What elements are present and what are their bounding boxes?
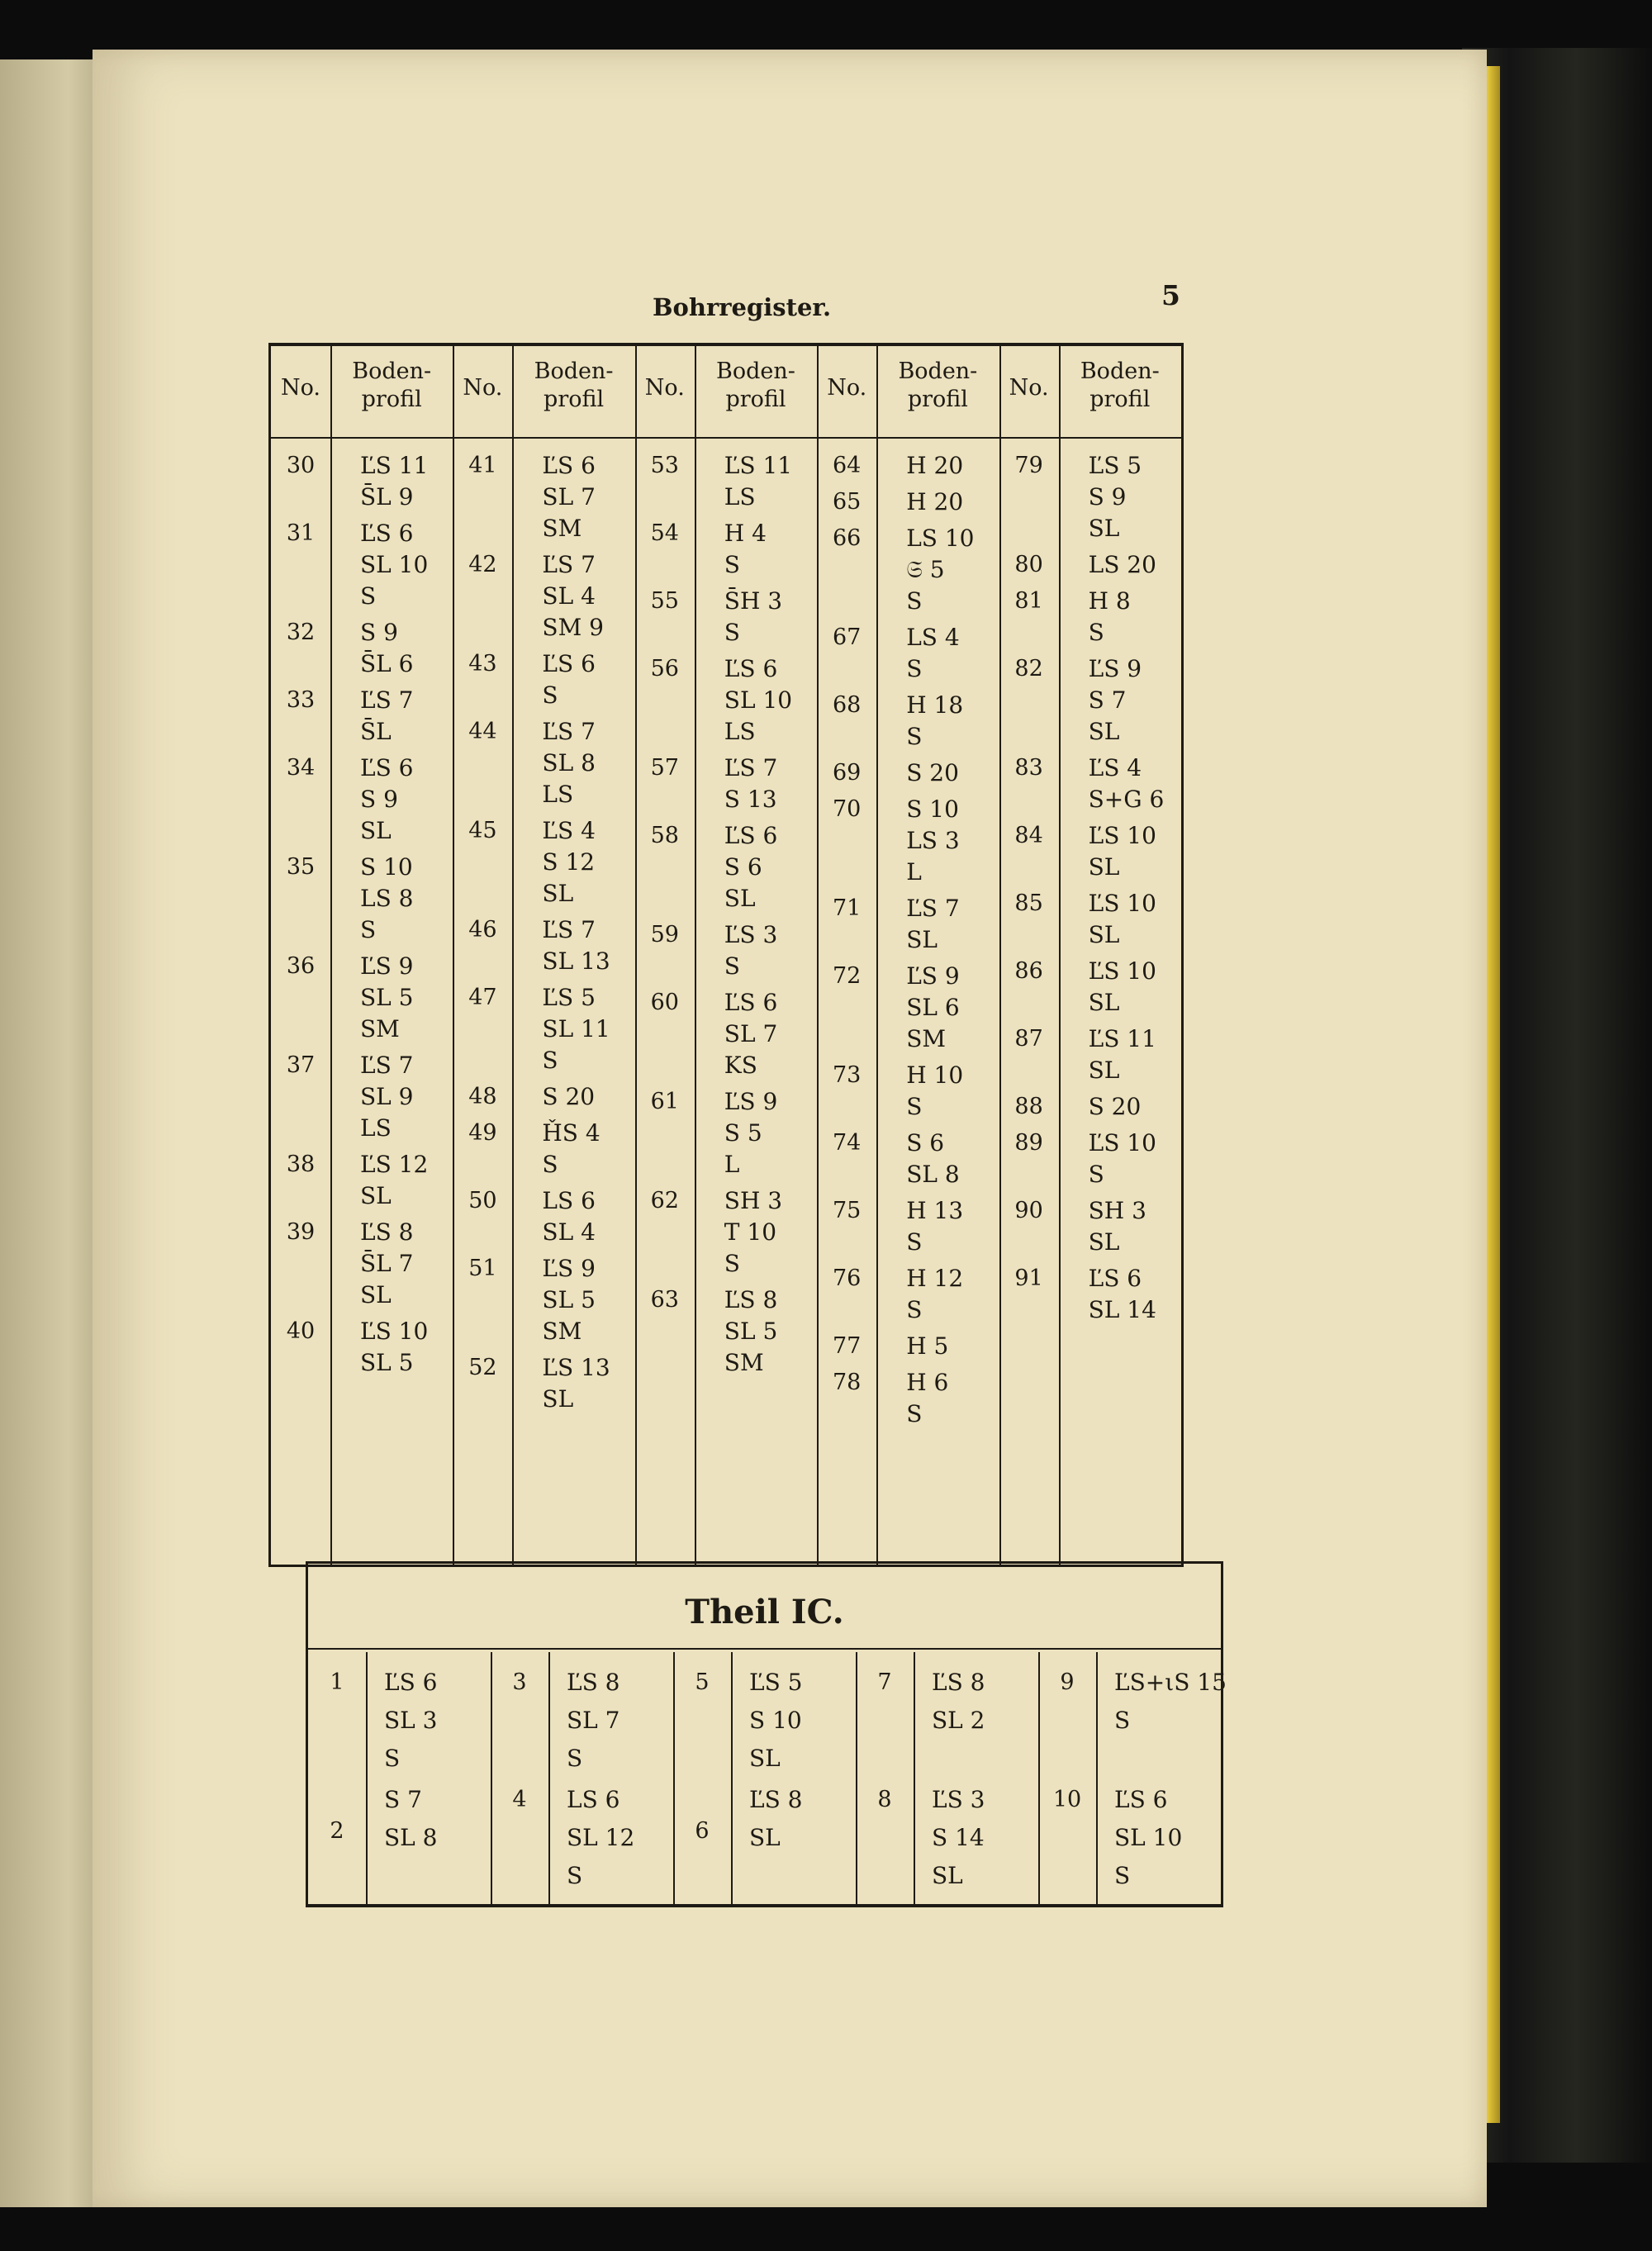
profile-line: SL xyxy=(749,1745,781,1772)
profile-line: S xyxy=(724,1250,740,1277)
row-number: 74 xyxy=(833,1130,862,1156)
profile-line: S xyxy=(567,1862,583,1889)
profile-line: ĽS 10 xyxy=(1088,1129,1156,1156)
profile-line: ĽS 9 xyxy=(360,952,414,980)
profile-line: ĽS 3 xyxy=(724,921,778,948)
profile-line: LS 4 xyxy=(906,624,960,651)
profile-line: LS 20 xyxy=(1088,551,1156,578)
profile-line: ĽS 7 xyxy=(724,754,778,781)
row-number: 86 xyxy=(1014,958,1043,984)
row-number: 80 xyxy=(1014,552,1043,577)
row-number: 53 xyxy=(650,453,679,478)
profile-line: SL 7 xyxy=(542,483,596,511)
profile-line: ĽS 10 xyxy=(1088,822,1156,849)
profile-line: SL xyxy=(906,926,938,953)
header-line: Boden- xyxy=(1080,359,1160,384)
profile-line: LS xyxy=(724,483,756,511)
profile-line: SL xyxy=(749,1824,781,1851)
row-number: 81 xyxy=(1014,588,1043,614)
profile-line: S xyxy=(724,619,740,646)
column-divider xyxy=(1096,1652,1098,1904)
profile-line: S 20 xyxy=(906,759,959,786)
header-no: No. xyxy=(281,375,320,401)
profile-line: H 20 xyxy=(906,488,964,515)
profile-line: SM xyxy=(724,1349,764,1376)
column-divider xyxy=(695,346,696,1565)
row-number: 91 xyxy=(1014,1266,1043,1291)
column-divider xyxy=(512,346,514,1565)
profile-line: ĽS 6 xyxy=(542,650,596,677)
header-no: No. xyxy=(827,375,867,401)
profile-line: SL 14 xyxy=(1088,1296,1156,1323)
profile-line: SL xyxy=(724,885,756,912)
profile-line: SL xyxy=(1088,718,1120,745)
profile-line: H 20 xyxy=(906,452,964,479)
profile-line: ĽS 8 xyxy=(567,1669,620,1696)
row-number: 41 xyxy=(468,453,497,478)
theil-ic-section xyxy=(306,1561,1227,1907)
profile-line: ĽS 6 xyxy=(724,989,778,1016)
row-number: 62 xyxy=(650,1188,679,1213)
profile-line: SL xyxy=(1088,1057,1120,1084)
profile-line: S xyxy=(542,1151,558,1178)
profile-line: S 7 xyxy=(384,1786,422,1813)
row-number: 79 xyxy=(1014,453,1043,478)
profile-line: SL 4 xyxy=(542,582,596,610)
profile-line: S 10 xyxy=(906,795,959,823)
row-number: 36 xyxy=(286,953,316,979)
row-number: 83 xyxy=(1014,755,1043,781)
header-line: profil xyxy=(544,387,605,412)
profile-line: H 8 xyxy=(1088,587,1131,615)
profile-line: SL 8 xyxy=(384,1824,438,1851)
row-number: 70 xyxy=(833,796,862,822)
row-number: 64 xyxy=(833,453,862,478)
profile-line: ĽS 5 xyxy=(542,984,596,1011)
profile-line: ĽS 9 xyxy=(1088,655,1142,682)
column-divider xyxy=(1059,346,1061,1565)
profile-line: S xyxy=(1088,1161,1104,1188)
profile-line: SL xyxy=(1088,853,1120,881)
running-head: Bohrregister. xyxy=(653,293,832,321)
profile-line: SM 9 xyxy=(542,614,604,641)
row-number: 40 xyxy=(286,1318,316,1344)
row-number: 45 xyxy=(468,818,497,843)
row-number: 82 xyxy=(1014,656,1043,681)
profile-line: ĽS 6 xyxy=(1088,1265,1142,1292)
header-bodenprofil xyxy=(330,358,453,414)
row-number: 10 xyxy=(1052,1787,1082,1812)
profile-line: H 18 xyxy=(906,691,964,719)
profile-line: S xyxy=(360,582,377,610)
profile-line: ĽS 6 xyxy=(360,520,414,547)
row-number: 87 xyxy=(1014,1026,1043,1052)
profile-line: S xyxy=(906,655,923,682)
row-number: 8 xyxy=(877,1787,892,1812)
profile-line: SL xyxy=(1088,921,1120,948)
row-number: 88 xyxy=(1014,1094,1043,1119)
profile-line: S 20 xyxy=(542,1083,596,1110)
profile-line: S 5 xyxy=(724,1119,762,1147)
profile-line: ĽS 7 xyxy=(906,895,960,922)
header-line: Boden- xyxy=(352,359,432,384)
profile-line: S xyxy=(542,681,558,709)
profile-line: H 6 xyxy=(906,1369,949,1396)
profile-line: SL xyxy=(542,880,574,907)
row-number: 60 xyxy=(650,990,679,1015)
profile-line: SM xyxy=(542,1318,582,1345)
profile-line: SM xyxy=(542,515,582,542)
profile-line: S xyxy=(906,1296,923,1323)
row-number: 46 xyxy=(468,917,497,943)
header-line: profil xyxy=(361,387,422,412)
profile-line: ĽS 8 xyxy=(724,1286,778,1313)
profile-line: ĽS 8 xyxy=(932,1669,985,1696)
profile-line: SM xyxy=(906,1025,947,1052)
profile-line: 𝔖 5 xyxy=(906,556,945,583)
profile-line: S xyxy=(906,587,923,615)
row-number: 58 xyxy=(650,823,679,848)
profile-line: T 10 xyxy=(724,1218,777,1246)
header-bodenprofil xyxy=(512,358,634,414)
row-number: 69 xyxy=(833,760,862,786)
profile-line: LS 3 xyxy=(906,827,960,854)
row-number: 2 xyxy=(330,1818,344,1844)
profile-line: SL 5 xyxy=(360,984,414,1011)
register-table xyxy=(268,343,1184,1567)
row-number: 90 xyxy=(1014,1198,1043,1223)
row-number: 49 xyxy=(468,1120,497,1146)
profile-line: ĽS 10 xyxy=(360,1318,429,1345)
header-rule xyxy=(271,437,1181,439)
row-number: 57 xyxy=(650,755,679,781)
profile-line: S 12 xyxy=(542,848,596,876)
profile-line: ĽS 8 xyxy=(749,1786,803,1813)
profile-line: S xyxy=(724,551,740,578)
row-number: 39 xyxy=(286,1219,316,1245)
profile-line: ĽS 5 xyxy=(749,1669,803,1696)
profile-line: SH 3 xyxy=(724,1187,783,1214)
profile-line: S̄L 9 xyxy=(360,483,414,511)
row-number: 76 xyxy=(833,1266,862,1291)
profile-line: S̄L 6 xyxy=(360,650,414,677)
profile-line: SL 9 xyxy=(360,1083,414,1110)
profile-line: ĽS 7 xyxy=(542,718,596,745)
row-number: 78 xyxy=(833,1370,862,1395)
row-number: 6 xyxy=(695,1818,710,1844)
profile-line: SL 10 xyxy=(360,551,429,578)
profile-line: ȞS 4 xyxy=(542,1119,601,1147)
row-number: 56 xyxy=(650,656,679,681)
row-number: 1 xyxy=(330,1669,344,1695)
row-number: 3 xyxy=(512,1669,527,1695)
row-number: 34 xyxy=(286,755,316,781)
row-number: 5 xyxy=(695,1669,710,1695)
row-number: 32 xyxy=(286,620,316,645)
profile-line: S xyxy=(906,723,923,750)
row-number: 43 xyxy=(468,651,497,677)
profile-line: KS xyxy=(724,1052,757,1079)
row-number: 42 xyxy=(468,552,497,577)
profile-line: SL 3 xyxy=(384,1707,438,1734)
profile-line: S 7 xyxy=(1088,686,1127,714)
profile-line: S 9 xyxy=(360,786,398,813)
profile-line: S 10 xyxy=(749,1707,802,1734)
profile-line: H 4 xyxy=(724,520,767,547)
profile-line: S xyxy=(906,1400,923,1427)
profile-line: ĽS 3 xyxy=(932,1786,985,1813)
profile-line: H 13 xyxy=(906,1197,964,1224)
profile-line: SL xyxy=(360,1281,392,1308)
profile-line: ĽS 10 xyxy=(1088,890,1156,917)
profile-line: ĽS 10 xyxy=(1088,957,1156,985)
profile-line: SL 5 xyxy=(360,1349,414,1376)
profile-line: SL 5 xyxy=(542,1286,596,1313)
row-number: 63 xyxy=(650,1287,679,1313)
row-number: 84 xyxy=(1014,823,1043,848)
profile-line: ĽS 11 xyxy=(724,452,793,479)
profile-line: ĽS 7 xyxy=(542,551,596,578)
profile-line: S xyxy=(567,1745,583,1772)
profile-line: ĽS 7 xyxy=(360,686,414,714)
row-number: 50 xyxy=(468,1188,497,1213)
profile-line: ĽS 8 xyxy=(360,1218,414,1246)
row-number: 52 xyxy=(468,1355,497,1380)
profile-line: LS xyxy=(542,781,574,808)
row-number: 35 xyxy=(286,854,316,880)
profile-line: S 13 xyxy=(724,786,777,813)
profile-line: ĽS 6 xyxy=(1114,1786,1168,1813)
profile-line: S xyxy=(1088,619,1104,646)
row-number: 89 xyxy=(1014,1130,1043,1156)
profile-line: ĽS+ιS 15 xyxy=(1114,1669,1227,1696)
profile-line: S 14 xyxy=(932,1824,985,1851)
profile-line: SL xyxy=(1088,515,1120,542)
profile-line: LS xyxy=(724,718,756,745)
profile-line: S̄H 3 xyxy=(724,587,783,615)
profile-line: ĽS 12 xyxy=(360,1151,429,1178)
header-line: profil xyxy=(725,387,786,412)
row-number: 54 xyxy=(650,520,679,546)
profile-line: ĽS 6 xyxy=(542,452,596,479)
profile-line: S xyxy=(384,1745,401,1772)
column-divider xyxy=(876,346,878,1565)
row-number: 85 xyxy=(1014,890,1043,916)
row-number: 9 xyxy=(1060,1669,1075,1695)
profile-line: LS 6 xyxy=(567,1786,620,1813)
profile-line: S xyxy=(906,1093,923,1120)
column-divider xyxy=(548,1652,550,1904)
row-number: 48 xyxy=(468,1084,497,1109)
header-no: No. xyxy=(1009,375,1049,401)
profile-line: SL 10 xyxy=(1114,1824,1183,1851)
row-number: 68 xyxy=(833,692,862,718)
header-bodenprofil xyxy=(695,358,817,414)
profile-line: ĽS 6 xyxy=(360,754,414,781)
profile-line: ĽS 11 xyxy=(360,452,429,479)
profile-line: S xyxy=(906,1228,923,1256)
row-number: 77 xyxy=(833,1333,862,1359)
profile-line: H 5 xyxy=(906,1332,949,1360)
header-no: No. xyxy=(644,375,685,401)
profile-line: SL 6 xyxy=(906,994,960,1021)
profile-line: SL 7 xyxy=(567,1707,620,1734)
profile-line: SL 11 xyxy=(542,1015,610,1042)
profile-line: ĽS 6 xyxy=(724,655,778,682)
profile-line: ĽS 6 xyxy=(724,822,778,849)
profile-line: ĽS 7 xyxy=(542,916,596,943)
profile-line: S̄L 7 xyxy=(360,1250,414,1277)
profile-line: SM xyxy=(360,1015,400,1042)
profile-line: S xyxy=(542,1047,558,1074)
profile-line: S xyxy=(360,916,377,943)
profile-line: S 6 xyxy=(906,1129,945,1156)
header-bodenprofil xyxy=(876,358,999,414)
profile-line: SL 12 xyxy=(567,1824,635,1851)
row-number: 61 xyxy=(650,1089,679,1114)
row-number: 71 xyxy=(833,895,862,921)
profile-line: ĽS 13 xyxy=(542,1354,610,1381)
profile-line: SL 10 xyxy=(724,686,793,714)
profile-line: S 9 xyxy=(1088,483,1127,511)
row-number: 47 xyxy=(468,985,497,1010)
row-number: 73 xyxy=(833,1062,862,1088)
row-number: 7 xyxy=(877,1669,892,1695)
profile-line: S 6 xyxy=(724,853,762,881)
profile-line: ĽS 9 xyxy=(906,962,960,990)
profile-line: LS 8 xyxy=(360,885,414,912)
profile-line: S̄L xyxy=(360,718,392,745)
profile-line: SL 13 xyxy=(542,947,610,975)
profile-line: ĽS 9 xyxy=(724,1088,778,1115)
profile-line: LS xyxy=(360,1114,392,1142)
row-number: 37 xyxy=(286,1052,316,1078)
profile-line: S xyxy=(1114,1862,1131,1889)
section-rule xyxy=(308,1561,1221,1564)
profile-line: S 10 xyxy=(360,853,413,881)
row-number: 30 xyxy=(286,453,316,478)
profile-line: ĽS 5 xyxy=(1088,452,1142,479)
profile-line: SH 3 xyxy=(1088,1197,1146,1224)
column-divider xyxy=(914,1652,915,1904)
row-number: 65 xyxy=(833,489,862,515)
column-divider xyxy=(330,346,332,1565)
profile-line: ĽS 9 xyxy=(542,1255,596,1282)
profile-line: ĽS 4 xyxy=(1088,754,1142,781)
profile-line: ĽS 11 xyxy=(1088,1025,1156,1052)
profile-line: H 12 xyxy=(906,1265,964,1292)
profile-line: SL 2 xyxy=(932,1707,985,1734)
row-number: 4 xyxy=(512,1787,527,1812)
profile-line: S+G 6 xyxy=(1088,786,1165,813)
row-number: 55 xyxy=(650,588,679,614)
profile-line: S xyxy=(724,952,740,980)
header-line: Boden- xyxy=(898,359,978,384)
profile-line: SL xyxy=(1088,1228,1120,1256)
row-number: 67 xyxy=(833,624,862,650)
header-line: profil xyxy=(1089,387,1151,412)
row-number: 51 xyxy=(468,1256,497,1281)
profile-line: SL 4 xyxy=(542,1218,596,1246)
header-bodenprofil xyxy=(1059,358,1181,414)
profile-line: SL 5 xyxy=(724,1318,778,1345)
profile-line: SL 8 xyxy=(542,749,596,776)
profile-line: S 9 xyxy=(360,619,398,646)
profile-line: LS 6 xyxy=(542,1187,596,1214)
profile-line: LS 10 xyxy=(906,525,975,552)
column-divider xyxy=(731,1652,733,1904)
row-number: 44 xyxy=(468,719,497,744)
profile-line: SL xyxy=(1088,989,1120,1016)
profile-line: S 20 xyxy=(1088,1093,1142,1120)
profile-line: SL 8 xyxy=(906,1161,960,1188)
section-rule xyxy=(308,1648,1221,1650)
page-number: 5 xyxy=(1161,279,1180,311)
profile-line: SL xyxy=(360,817,392,844)
row-number: 59 xyxy=(650,922,679,947)
row-number: 33 xyxy=(286,687,316,713)
profile-line: L xyxy=(906,858,922,886)
column-divider xyxy=(366,1652,368,1904)
profile-line: S xyxy=(1114,1707,1131,1734)
row-number: 38 xyxy=(286,1152,316,1177)
row-number: 66 xyxy=(833,525,862,551)
section-title: Theil IC. xyxy=(685,1593,844,1631)
profile-line: ĽS 4 xyxy=(542,817,596,844)
header-no: No. xyxy=(463,375,503,401)
profile-line: SL xyxy=(932,1862,963,1889)
profile-line: SL xyxy=(542,1385,574,1413)
profile-line: ĽS 6 xyxy=(384,1669,438,1696)
row-number: 31 xyxy=(286,520,316,546)
profile-line: SL xyxy=(360,1182,392,1209)
profile-line: ĽS 7 xyxy=(360,1052,414,1079)
row-number: 75 xyxy=(833,1198,862,1223)
row-number: 72 xyxy=(833,963,862,989)
header-line: profil xyxy=(907,387,968,412)
profile-line: L xyxy=(724,1151,740,1178)
header-line: Boden- xyxy=(534,359,614,384)
profile-line: SL 7 xyxy=(724,1020,778,1047)
header-line: Boden- xyxy=(716,359,795,384)
profile-line: H 10 xyxy=(906,1061,964,1089)
